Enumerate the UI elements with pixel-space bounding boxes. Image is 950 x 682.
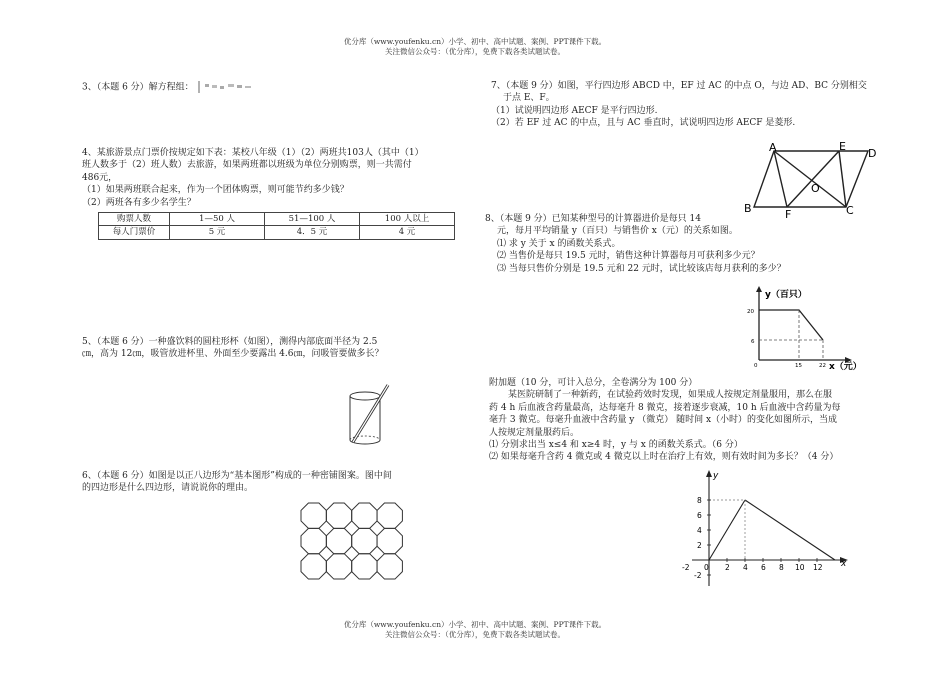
octagon-tile [301,528,326,553]
table-cell: 每人门票价 [99,226,170,239]
table-cell: 购票人数 [99,213,170,226]
graph-y-axis-label: y（百只） [765,290,807,300]
table-cell: 4 元 [360,226,455,239]
octagon-tile [377,554,402,579]
question-7-sub-2: （2）若 EF 过 AC 的中点，且与 AC 垂直时，试说明四边形 AECF 是菱形. [491,118,796,129]
bonus-sub-2: ⑵ 如果每毫升含药 4 微克或 4 微克以上时在治疗上有效，则有效时间为多长？（4 分） [489,452,839,463]
question-5-line-2: ㎝，高为 12㎝，吸管放进杯里、外面至少要露出 4.6㎝，问吸管要做多长？ [82,349,384,360]
question-5-line-1: 5、（本题 6 分）一种盛饮料的圆柱形杯（如图），测得内部底面半径为 2.5 [82,337,378,347]
graph-x-axis-label: x [841,559,847,569]
octagon-tile [301,503,326,528]
table-cell: 51—100 人 [265,213,360,226]
question-8 [485,213,885,275]
tick-label: 6 [751,339,755,345]
octagon-tiling-figure [298,500,408,582]
bonus-line-1: 某医院研制了一种新药，在试验药效时发现，如果成人按规定剂量服用，那么在服 [508,390,833,401]
question-4-line-2: 班人数多于（2）班人数）去旅游，如果两班都以班级为单位分别购票，则一共需付 [82,160,412,171]
question-7 [491,80,911,130]
tick-label: 8 [779,563,784,572]
table-row [99,213,455,226]
octagon-tile [352,528,377,553]
vertex-label-f: F [785,208,792,221]
tick-label: -2 [682,563,690,572]
drug-concentration-graph [678,468,854,590]
tick-label: 4 [697,526,702,535]
tick-label: 12 [813,563,823,572]
question-4-sub-2: （2）两班各有多少名学生？ [82,197,196,208]
header-line-2: 关注微信公众号：（优分库），免费下载各类试题试卷。 [385,47,565,56]
bonus-line-2: 药 4 h 后血液含药量最高，达每毫升 8 微克，接着逐步衰减，10 h 后血液中含药量为每 [489,402,841,413]
question-8-line-1: 8、（本题 9 分）已知某种型号的计算器进价是每只 14 [485,214,701,224]
vertex-label-o: O [811,182,820,195]
question-5 [82,336,482,361]
question-3 [82,80,257,94]
tick-label: -2 [694,571,702,580]
question-8-sub-3: ⑶ 当每只售价分别是 19.5 元和 22 元时，试比较该店每月获利的多少？ [497,263,786,274]
octagon-tile [352,554,377,579]
table-cell: 5 元 [170,226,265,239]
question-7-line-1: 7、（本题 9 分）如图，平行四边形 ABCD 中，EF 过 AC 的中点 O，与边 AD、BC 分别相交 [491,81,867,91]
ticket-price-table [98,212,455,240]
tick-label: 20 [747,309,754,315]
vertex-label-d: D [868,147,877,160]
question-7-sub-1: （1）试说明四边形 AECF 是平行四边形. [491,105,658,116]
tick-label: 0 [704,563,709,572]
tick-label: 4 [743,563,748,572]
vertex-label-a: A [769,141,777,154]
question-6 [82,470,482,495]
tick-label: 15 [795,363,802,369]
octagon-tile [326,503,351,528]
vertex-label-b: B [744,202,752,215]
question-8-line-2: 元，每月平均销量 y（百只）与销售价 x（元）的关系如图。 [497,226,738,237]
cup-straw-figure [345,382,393,450]
footer-line-2: 关注微信公众号：（优分库），免费下载各类试题试卷。 [385,630,565,639]
tick-label: 6 [761,563,766,572]
graph-x-axis-label: x（元） [829,362,862,372]
table-row [99,226,455,239]
footer-line-1: 优分库（www.youfenku.cn）小学、初中、高中试题、案例、PPT课件下载。 [343,620,607,629]
question-7-line-2: 于点 E、F。 [503,93,555,104]
tick-label: 2 [697,541,702,550]
tick-label: 10 [795,563,805,572]
table-cell: 4．5 元 [265,226,360,239]
bonus-line-3: 毫升 3 微克。每毫升血液中含药量 y （微克） 随时间 x（小时）的变化如图所示，当成 [489,415,838,426]
page-header [0,37,950,57]
bonus-line-4: 人按规定剂量服药后。 [489,427,580,438]
question-8-sub-1: ⑴ 求 y 关于 x 的函数关系式。 [497,238,621,249]
page-footer [0,620,950,640]
equation-system-image [197,80,257,94]
vertex-label-c: C [846,204,854,217]
tick-label: 2 [725,563,730,572]
octagon-tile [301,554,326,579]
table-cell: 1—50 人 [170,213,265,226]
question-6-line-2: 的四边形是什么四边形，请说说你的理由。 [82,483,254,494]
vertex-label-e: E [839,140,846,153]
question-3-text: 3、（本题 6 分）解方程组： [82,82,194,93]
question-8-sub-2: ⑵ 当售价是每只 19.5 元时，销售这种计算器每月可获利多少元？ [497,251,760,262]
octagon-tile [377,528,402,553]
bonus-title: 附加题（10 分，可计入总分，全卷满分为 100 分） [489,378,698,388]
table-cell: 100 人以上 [360,213,455,226]
question-4-line-1: 4、某旅游景点门票价按规定如下表：某校八年级（1）（2）两班共103人（其中（1） [82,148,424,158]
tick-label: 22 [819,363,826,369]
bonus-sub-1: ⑴ 分别求出当 x≤4 和 x≥4 时，y 与 x 的函数关系式。（6 分） [489,440,743,451]
header-line-1: 优分库（www.youfenku.cn）小学、初中、高中试题、案例、PPT课件下载。 [343,37,607,46]
octagon-tile [377,503,402,528]
tick-label: 6 [697,511,702,520]
question-6-line-1: 6、（本题 6 分）如图是以正八边形为“基本图形”构成的一种密铺图案。图中间 [82,471,392,481]
question-4 [82,147,482,209]
sales-graph [745,286,862,372]
octagon-tile [352,503,377,528]
question-4-sub-1: （1）如果两班联合起来，作为一个团体购票，则可能节约多少钱？ [82,185,349,196]
tick-label: 0 [754,363,758,369]
tick-label: 8 [697,496,702,505]
octagon-tile [326,528,351,553]
graph-y-axis-label: y [713,471,719,481]
parallelogram-figure [742,140,882,220]
question-4-line-3: 486元， [82,172,118,183]
octagon-tile [326,554,351,579]
bonus-question [489,377,889,464]
